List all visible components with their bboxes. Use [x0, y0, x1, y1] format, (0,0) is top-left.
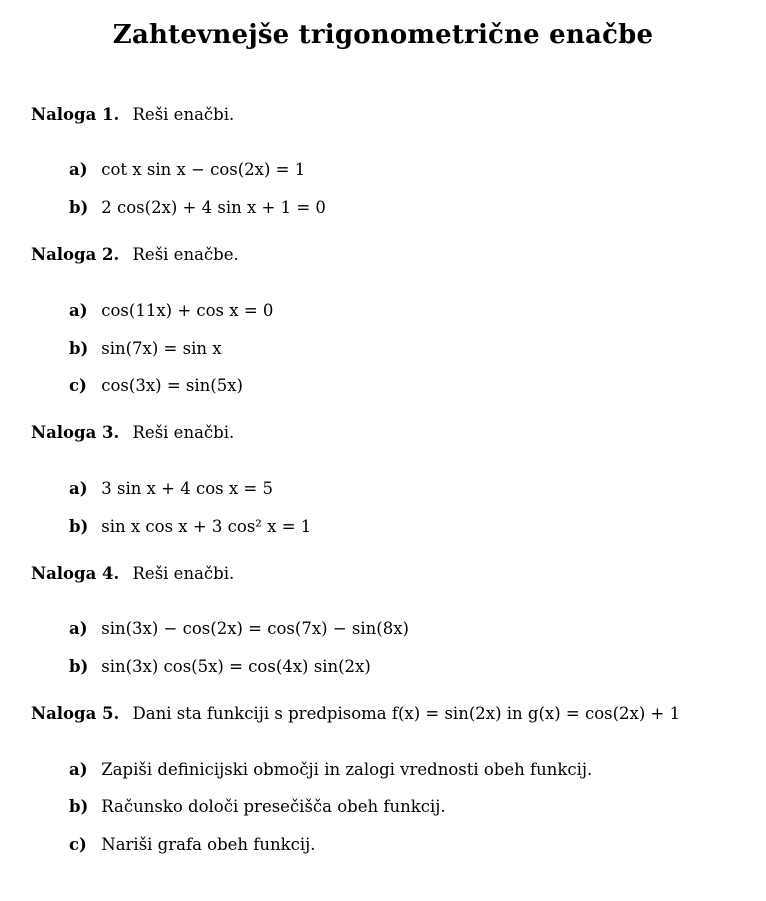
task-4-text: Reši enačbi. [132, 564, 235, 583]
task-5-heading [31, 704, 680, 723]
task-2-label: Naloga 2. [31, 245, 120, 264]
equation: sin(7x) = sin x [101, 339, 222, 358]
task-1-text: Reši enačbi. [132, 105, 235, 124]
item-label: a) [69, 760, 88, 779]
task-4-label: Naloga 4. [31, 564, 120, 583]
item-label: b) [69, 657, 89, 676]
task-2-item-b [69, 339, 222, 358]
task-5-item-b [69, 797, 446, 816]
task-3-item-a [69, 479, 273, 498]
task-1-label: Naloga 1. [31, 105, 120, 124]
task-5-item-c [69, 835, 316, 854]
item-text: Zapiši definicijski območji in zalogi vrednosti obeh funkcij. [101, 760, 593, 779]
task-2-text: Reši enačbe. [132, 245, 239, 264]
task-5-label: Naloga 5. [31, 704, 120, 723]
equation: sin(3x) − cos(2x) = cos(7x) − sin(8x) [101, 619, 409, 638]
item-label: b) [69, 339, 89, 358]
item-label: b) [69, 198, 89, 217]
task-4-item-a [69, 619, 409, 638]
item-label: a) [69, 619, 88, 638]
item-label: a) [69, 301, 88, 320]
task-2-heading [31, 245, 239, 264]
equation: cos(11x) + cos x = 0 [101, 301, 274, 320]
task-5-text: Dani sta funkciji s predpisoma f(x) = sin(2x) in g(x) = cos(2x) + 1 [132, 704, 681, 723]
task-5-item-a [69, 760, 592, 779]
equation: 2 cos(2x) + 4 sin x + 1 = 0 [101, 198, 326, 217]
task-2-item-c [69, 376, 243, 395]
task-4-heading [31, 564, 234, 583]
item-text: Računsko določi presečišča obeh funkcij. [101, 797, 446, 816]
task-2-item-a [69, 301, 273, 320]
item-label: a) [69, 479, 88, 498]
task-4-item-b [69, 657, 371, 676]
task-3-item-b [69, 517, 311, 536]
equation: cot x sin x − cos(2x) = 1 [101, 160, 306, 179]
page-title: Zahtevnejše trigonometrične enačbe [112, 20, 654, 50]
task-3-text: Reši enačbi. [132, 423, 235, 442]
item-label: a) [69, 160, 88, 179]
task-3-label: Naloga 3. [31, 423, 120, 442]
task-3-heading [31, 423, 234, 442]
equation: cos(3x) = sin(5x) [101, 376, 243, 395]
item-label: b) [69, 517, 89, 536]
item-text: Nariši grafa obeh funkcij. [101, 835, 316, 854]
task-1-item-a [69, 160, 305, 179]
task-1-item-b [69, 198, 326, 217]
item-label: c) [69, 835, 87, 854]
item-label: b) [69, 797, 89, 816]
task-1-heading [31, 105, 234, 124]
equation: sin(3x) cos(5x) = cos(4x) sin(2x) [101, 657, 371, 676]
item-label: c) [69, 376, 87, 395]
equation: 3 sin x + 4 cos x = 5 [101, 479, 273, 498]
equation: sin x cos x + 3 cos² x = 1 [101, 517, 312, 536]
